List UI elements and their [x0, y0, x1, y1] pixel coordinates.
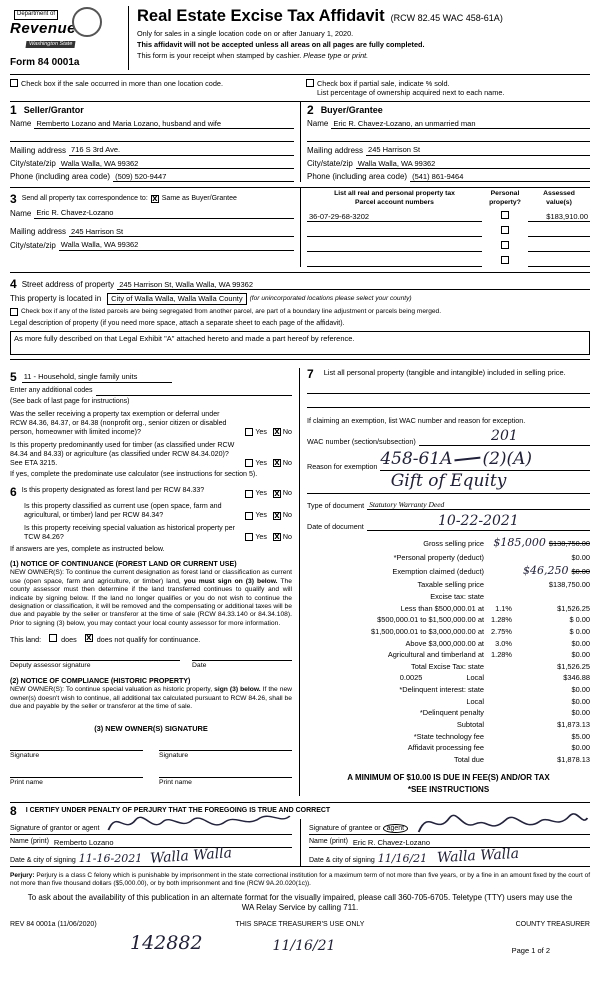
section-1-number: 1: [10, 102, 17, 117]
located-in-label: This property is located in: [10, 294, 102, 304]
s5-note: If yes, complete the predominate use calculator (see instructions for section 5).: [10, 470, 258, 479]
buyer-mailing-field[interactable]: 245 Harrison St: [366, 145, 590, 155]
perjury-notice: Perjury: Perjury is a class C felony which is punishable by imprisonment in the state correctional institution for a maximum term of not more than five years, or by a fine in an amount fixed by the court of not more than five thousand dollars ($5,000.00), or by both imprisonment and fine (RCW 9A.20.020(1c)).: [10, 871, 590, 887]
delinquent-interest-local-row: Local $0.00: [466, 696, 590, 706]
gross-price-handwritten: $185,000: [493, 536, 546, 550]
section-8-certification: [10, 802, 590, 867]
s5-question-1: Was the seller receiving a property tax exemption or deferral under RCW 84.36, 84.37, or 84.38 (nonprofit org., senior citizen or disabled person, homeowner with limited income)?: [10, 410, 227, 437]
wac-number-handwritten: 201: [491, 427, 518, 444]
certify-statement: I CERTIFY UNDER PENALTY OF PERJURY THAT THE FOREGOING IS TRUE AND CORRECT: [25, 806, 331, 814]
s6-q1-no-checkbox[interactable]: X: [274, 489, 280, 498]
header-note-3-italic: Please type or print.: [303, 50, 369, 60]
minimum-due-notice: A MINIMUM OF $10.00 IS DUE IN FEE(S) AND/OR TAX *SEE INSTRUCTIONS: [347, 773, 550, 795]
located-in-select[interactable]: City of Walla Walla, Walla Walla County: [107, 293, 246, 304]
parcel-number-field[interactable]: [307, 258, 482, 267]
parcel-header-line1: List all real and personal property tax: [334, 190, 455, 198]
s5-q1-yes-checkbox[interactable]: [245, 428, 253, 436]
seller-name-label: Name: [10, 119, 32, 129]
excise-tax-state-row: Excise tax: state: [430, 592, 484, 601]
deputy-assessor-signature-field[interactable]: Deputy assessor signature: [10, 660, 180, 670]
same-as-buyer-label: Same as Buyer/Grantee: [161, 195, 237, 203]
notice-continuance-title: (1) NOTICE OF CONTINUANCE (FOREST LAND OR CURRENT USE): [10, 559, 237, 568]
tax-tier-2-row: $500,000.01 to $1,500,000.00 at 1.28% $ 0.00: [377, 615, 590, 625]
doc-date-label: Date of document: [307, 522, 364, 532]
main-columns: [10, 368, 590, 797]
logo-circle-icon: [72, 7, 102, 37]
land-does-not-checkbox[interactable]: X: [86, 634, 92, 643]
state-technology-fee-row: *State technology fee $5.00: [413, 731, 590, 741]
section-3-number: 3: [10, 192, 17, 207]
grantor-signature-label: Signature of grantor or agent: [10, 825, 100, 833]
header-note-3: [137, 51, 590, 60]
parcel-number-field[interactable]: [307, 228, 482, 237]
section-2-number: 2: [307, 102, 314, 117]
new-owners-signature-title: (3) NEW OWNER(S) SIGNATURE: [94, 723, 208, 733]
s6-question-1: Is this property designated as forest land per RCW 84.33?: [21, 486, 205, 495]
seller-mailing-label: Mailing address: [10, 145, 67, 155]
left-column: [10, 368, 300, 797]
doc-type-field[interactable]: Statutory Warranty Deed: [367, 500, 590, 510]
personal-property-list-field-2[interactable]: [307, 396, 590, 408]
dor-logo: [10, 6, 128, 70]
treasurer-space-label: THIS SPACE TREASURER'S USE ONLY: [235, 920, 365, 928]
grantor-name-field[interactable]: Remberto Lozano: [53, 837, 114, 847]
exemption-claimed-row: Exemption claimed (deduct) $46,250 $0.00: [392, 564, 590, 578]
grantee-date-label: Date & city of signing: [309, 856, 375, 864]
agent-circled: agent: [383, 824, 409, 833]
crossed-out-scribble: [454, 449, 481, 462]
grantor-date-handwritten: 11-16-2021: [78, 851, 143, 865]
notice-compliance-body: NEW OWNER(S): To continue special valuation as historic property, sign (3) below. If the new owner(s) doesn't wish to continue, all additional tax calculated pursuant to RCW 84.26, shall be due and payable by the seller or transferor at the time of sale.: [10, 686, 293, 711]
partial-sale-label: [317, 79, 504, 97]
subtotal-row: Subtotal $1,873.13: [456, 720, 590, 730]
reason-exemption-label: Reason for exemption: [307, 462, 378, 472]
grantee-signature: [411, 806, 590, 838]
parcel-header: [307, 190, 482, 207]
parcel-number-field[interactable]: [307, 243, 482, 252]
county-treasurer-label: COUNTY TREASURER: [515, 920, 590, 928]
personal-property-checkbox-3[interactable]: [501, 241, 509, 249]
delinquent-interest-state-row: *Delinquent interest: state $0.00: [399, 685, 590, 695]
buyer-name-field-2[interactable]: [307, 141, 590, 142]
new-owner-signature-field-2[interactable]: Signature: [159, 750, 292, 760]
wac-number-field[interactable]: [419, 428, 590, 447]
grantor-date-label: Date & city of signing: [10, 856, 76, 864]
additional-codes-field[interactable]: [96, 395, 293, 396]
s7-intro-text: List all personal property (tangible and intangible) included in selling price.: [323, 367, 566, 377]
exemption-note: If claiming an exemption, list WAC number and reason for exception.: [307, 415, 526, 425]
delinquent-penalty-row: *Delinquent penalty $0.00: [419, 708, 590, 718]
section-6-forest-land: 6 Is this property designated as forest land per RCW 84.33? Yes X No Is this property classified as current use (open space, farm and agricultural, or timber) land per RCW 84.34? Yes X No Is this property receiving special valuation as historical property per TCW 84.26? Yes X No If answers are yes, complete as instructed below. (1) NOTICE OF CONTINUANCE (FOREST LAND OR CURRENT USE) NEW OWNER(S): To continue the current designation as forest land or classification as current use (open space, farm and agriculture, or timber) land, you must sign on (3) below. The county assessor must then determine if the land transferred continues to qualify and will indicate by signing below. If the land no longer qualifies or you do not wish to continue the designation or classification, it will be removed and the compensating or additional taxes will be due and payable by the seller or transferor at the time of sale (RCW 84.33.140 or 84.34.108). Prior to signing (3) below, you may contact your local county assessor for more information. This land: does X does not qualify for continuance. Deputy assessor signature Date (2) NOTICE OF COMPLIANCE (HISTORIC PROPERTY) NEW OWNER(S): To continue special valuation as historic property, sign (3) below. If the new owner(s) doesn't wish to continue, all additional tax calculated pursuant to RCW 84.26, shall be due and payable by the seller or transferor at the time of sale. (3) NEW OWNER(S) SIGNATURE Signature Print name Signature Print name: [10, 485, 293, 787]
personal-property-header: Personal property?: [489, 190, 521, 206]
s6-if-yes-note: If answers are yes, complete as instructed below.: [10, 544, 165, 553]
street-address-label: Street address of property: [21, 280, 115, 290]
correspondence-parcel-row: [10, 188, 590, 273]
same-as-buyer-checkbox[interactable]: X: [152, 195, 158, 204]
land-use-code-field[interactable]: 11 - Household, single family units: [22, 372, 172, 382]
parcel-table: [300, 188, 590, 267]
buyer-city-label: City/state/zip: [307, 159, 353, 169]
assessed-value-header: Assessed value(s): [543, 190, 575, 206]
s6-question-3: Is this property receiving special valuation as historical property per TCW 84.26?: [24, 524, 235, 541]
parcel-row: [307, 226, 590, 237]
reason-exemption-field-2[interactable]: [307, 471, 590, 493]
correspondence-label: Send all property tax correspondence to:: [21, 195, 148, 203]
parcel-number-field[interactable]: 36-07-29-68-3202: [307, 212, 482, 222]
seller-name-field[interactable]: Remberto Lozano and Maria Lozano, husband and wife: [34, 119, 294, 129]
corr-name-field[interactable]: Eric R. Chavez-Lozano: [34, 208, 294, 218]
land-qualify-line: This land: does X does not qualify for continuance.: [10, 634, 201, 645]
parcel-header-line2: Parcel account numbers: [355, 198, 434, 206]
grantor-city-handwritten: Walla Walla: [149, 845, 233, 868]
gross-selling-price-row: Gross selling price $185,000 $138,750.00: [423, 536, 590, 550]
s6-q1-yes-checkbox[interactable]: [245, 490, 253, 498]
multi-location-label: Check box if the sale occurred in more than one location code.: [21, 78, 223, 88]
logo-department-text: Department of: [14, 10, 58, 20]
buyer-city-field[interactable]: Walla Walla, WA 99362: [356, 159, 590, 169]
form-title-rcw: (RCW 82.45 WAC 458-61A): [390, 13, 503, 23]
alternate-format-notice: To ask about the availability of this publication in an alternate format for the visually impaired, please call 360-705-6705. Teletype (TTY) users may use the WA Relay Service by calling 711.: [27, 892, 573, 912]
section-2-title: Buyer/Grantee: [320, 104, 383, 115]
grantee-date-handwritten: 11/16/21: [377, 851, 428, 865]
page-number: Page 1 of 2: [511, 946, 550, 956]
seller-name-field-2[interactable]: [10, 141, 294, 142]
land-does-checkbox[interactable]: [49, 634, 57, 642]
section-5-number: 5: [10, 369, 17, 384]
parcel-row: [307, 241, 590, 252]
section-5-use-code: 5 11 - Household, single family units Enter any additional codes (See back of last page for instructions) Was the seller receiving a property tax exemption or deferral under RCW 84.36, 84.37, or 84.38 (nonprofit org., senior citizen or disabled person, homeowner with limited income)? Yes X No Is this property predominantly used for timber (as classified under RCW 84.34 and 84.33) or agriculture (as classified under RCW 84.34.020)? See ETA 3215. Yes X No If yes, complete the predominate use calculator (see instructions for section 5).: [10, 369, 292, 479]
reason-exemption-field[interactable]: [380, 449, 590, 471]
reason-handwritten-1: 458-61A: [380, 449, 453, 470]
doc-date-field[interactable]: [367, 513, 590, 532]
seller-mailing-field[interactable]: 716 S 3rd Ave.: [69, 145, 294, 155]
s6-q3-no-checkbox[interactable]: X: [274, 533, 280, 542]
grantee-signature-field[interactable]: [411, 820, 590, 834]
grantee-name-field[interactable]: Eric R. Chavez-Lozano: [352, 837, 431, 847]
section-1-seller: [10, 102, 300, 183]
reason-handwritten-3: Gift of Equity: [390, 471, 507, 492]
tax-tier-1-row: Less than $500,000.01 at 1.1% $1,526.25: [400, 603, 590, 613]
notice-compliance-title: (2) NOTICE OF COMPLIANCE (HISTORIC PROPERTY): [10, 676, 191, 685]
additional-codes-label: Enter any additional codes: [10, 386, 93, 394]
title-block: [128, 6, 590, 70]
segregated-label: Check box if any of the listed parcels are being segregated from another parcel, are part of a boundary line adjustment or parcels being merged.: [21, 307, 442, 315]
seller-buyer-row: [10, 102, 590, 189]
buyer-name-field[interactable]: Eric R. Chavez-Lozano, an unmarried man: [331, 119, 590, 129]
corr-name-label: Name: [10, 208, 32, 218]
personal-property-deduct-row: *Personal property (deduct) $0.00: [393, 552, 590, 562]
grantor-signature-block: [10, 819, 300, 866]
section-4-property: [10, 273, 590, 359]
buyer-name-label: Name: [307, 119, 329, 129]
wac-number-label: WAC number (section/subsection): [307, 437, 416, 447]
receipt-number-handwritten: 142882: [130, 931, 203, 954]
section-2-buyer: [300, 102, 590, 183]
seller-city-label: City/state/zip: [10, 159, 56, 169]
header-note-1: Only for sales in a single location code on or after January 1, 2020.: [137, 28, 354, 38]
buyer-phone-field[interactable]: (541) 861-9464: [410, 172, 590, 182]
street-address-field[interactable]: 245 Harrison St, Walla Walla, WA 99362: [117, 280, 590, 290]
partial-sale-checkbox[interactable]: [306, 79, 314, 87]
grantee-city-handwritten: Walla Walla: [436, 846, 520, 867]
section-7-number: 7: [307, 366, 314, 381]
s5-q2-yes-checkbox[interactable]: [245, 459, 253, 467]
grantee-signature-block: [300, 819, 590, 866]
personal-property-list-field-1[interactable]: [307, 382, 590, 394]
corr-city-field[interactable]: Walla Walla, WA 99362: [59, 240, 294, 250]
excise-tax-calculation: [307, 536, 590, 764]
corr-mailing-field[interactable]: 245 Harrison St: [69, 227, 294, 237]
personal-property-checkbox-2[interactable]: [501, 226, 509, 234]
legal-description-field[interactable]: As more fully described on that Legal Exhibit "A" attached hereto and made a part hereof by reference.: [10, 331, 590, 355]
partial-sale-line1: Check box if partial sale, indicate % sold.: [317, 78, 450, 88]
header-note-3-text: This form is your receipt when stamped by cashier.: [137, 50, 304, 60]
tax-tier-3-row: $1,500,000.01 to $3,000,000.00 at 2.75% $ 0.00: [370, 626, 590, 636]
s6-q3-yes-checkbox[interactable]: [245, 533, 253, 541]
s6-q2-yes-checkbox[interactable]: [245, 512, 253, 520]
doc-date-handwritten: 10-22-2021: [438, 512, 519, 529]
deputy-assessor-row: [10, 660, 292, 670]
personal-property-checkbox-4[interactable]: [501, 256, 509, 264]
agricultural-timberland-row: Agricultural and timberland at 1.28% $0.00: [387, 650, 590, 660]
legal-description-label: Legal description of property (if you need more space, attach a separate sheet to each page of the affidavit).: [10, 319, 345, 327]
top-checkbox-row: [10, 75, 590, 102]
assessed-value-field[interactable]: [528, 258, 590, 267]
new-owner-print-name-field-1[interactable]: Print name: [10, 777, 143, 787]
assessed-value-field[interactable]: [528, 243, 590, 252]
s6-question-2: Is this property classified as current use (open space, farm and agricultural, or timber) land per RCW 84.34?: [24, 502, 222, 520]
personal-property-checkbox-1[interactable]: [501, 211, 509, 219]
new-owner-signature-field-1[interactable]: Signature: [10, 750, 143, 760]
treasurer-stamp-area: [10, 932, 590, 956]
tax-tier-4-row: Above $3,000,000.00 at 3.0% $0.00: [405, 638, 590, 648]
grantee-name-label: Name (print): [309, 838, 348, 846]
exemption-amount-handwritten: $46,250: [523, 564, 569, 578]
buyer-mailing-label: Mailing address: [307, 145, 364, 155]
grantor-signature: [103, 806, 292, 838]
logo-state-text: Washington State: [26, 41, 76, 48]
seller-phone-label: Phone (including area code): [10, 172, 111, 182]
reason-handwritten-2: (2)(A): [482, 449, 533, 470]
section-5-instructions: (See back of last page for instructions): [10, 397, 130, 405]
taxable-selling-price-row: Taxable selling price $138,750.00: [417, 580, 590, 590]
affidavit-processing-fee-row: Affidavit processing fee $0.00: [407, 743, 590, 753]
new-owners-signature-grid: [10, 733, 292, 788]
section-8-number: 8: [10, 804, 17, 819]
corr-city-label: City/state/zip: [10, 240, 56, 250]
s5-question-2: Is this property predominantly used for timber (as classified under RCW 84.34 and 84.33) or agriculture (as classified under RCW 84.34.020)? See ETA 3215.: [10, 440, 235, 467]
s5-q2-no-checkbox[interactable]: X: [274, 459, 280, 468]
footer-strip: [10, 921, 590, 930]
assessed-value-field[interactable]: [528, 228, 590, 237]
form-header: [10, 6, 590, 75]
multi-location-checkbox[interactable]: [10, 79, 18, 87]
s6-q2-no-checkbox[interactable]: X: [274, 511, 280, 520]
partial-sale-line2: List percentage of ownership acquired next to each name.: [317, 87, 505, 97]
total-excise-state-row: Total Excise Tax: state $1,526.25: [411, 661, 590, 671]
grantor-name-label: Name (print): [10, 838, 49, 846]
corr-mailing-label: Mailing address: [10, 227, 67, 237]
logo-revenue-text: Revenue: [10, 19, 77, 37]
grantee-signature-label: Signature of grantee or agent: [309, 825, 408, 834]
form-number: Form 84 0001a: [10, 57, 80, 69]
header-note-2: This affidavit will not be accepted unless all areas on all pages are fully completed.: [137, 39, 425, 49]
parcel-row: [307, 211, 590, 222]
assessed-value-field[interactable]: $183,910.00: [528, 212, 590, 222]
grantor-signature-field[interactable]: [103, 820, 292, 834]
seller-phone-field[interactable]: (509) 520-9447: [113, 172, 294, 182]
total-due-row: Total due $1,878.13: [454, 754, 590, 764]
section-4-number: 4: [10, 277, 17, 292]
form-title: Real Estate Excise Tax Affidavit: [137, 7, 385, 25]
section-1-title: Seller/Grantor: [23, 104, 84, 115]
s5-q1-no-checkbox[interactable]: X: [274, 428, 280, 437]
notice-continuance-body: NEW OWNER(S): To continue the current designation as forest land or classification as current use (open space, farm and agriculture, or timber) land, you must sign on (3) below. The county assessor must then determine if the land transferred continues to qualify and will indicate by signing below. If the land no longer qualifies or you do not wish to continue the designation or classification, it will be removed and the compensating or additional taxes will be due and payable by the seller or transferor at the time of sale (RCW 84.33.140 or 84.34.108). Prior to signing (3) below, you may contact your local county assessor for more information.: [10, 569, 292, 627]
parcel-row: [307, 256, 590, 267]
deputy-assessor-date-field[interactable]: Date: [192, 660, 292, 670]
section-3-correspondence: [10, 188, 300, 267]
this-land-label: This land:: [10, 634, 42, 644]
located-in-note: (for unincorporated locations please select your county): [249, 295, 412, 302]
local-tax-row: 0.0025 Local $346.88: [399, 673, 590, 683]
section-6-number: 6: [10, 485, 17, 500]
stamp-date-handwritten: 11/16/21: [272, 937, 336, 954]
buyer-phone-label: Phone (including area code): [307, 172, 408, 182]
seller-city-field[interactable]: Walla Walla, WA 99362: [59, 159, 294, 169]
new-owner-print-name-field-2[interactable]: Print name: [159, 777, 292, 787]
section-7-selling-price: [300, 368, 590, 797]
rev-number: REV 84 0001a (11/06/2020): [10, 920, 97, 928]
segregated-checkbox[interactable]: [10, 308, 18, 316]
doc-type-label: Type of document: [307, 500, 365, 510]
